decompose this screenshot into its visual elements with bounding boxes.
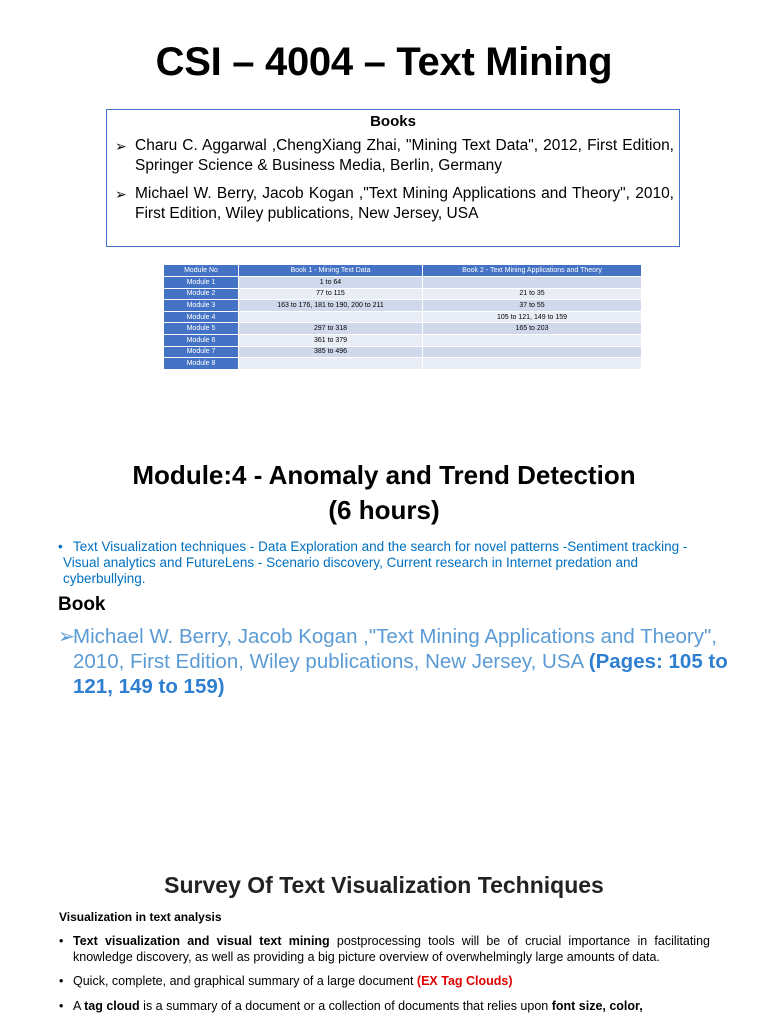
table-cell: Module 1	[164, 277, 239, 289]
book-pages: (Pages: 105 to 121, 149 to 159)	[73, 650, 728, 698]
table-cell	[423, 346, 642, 358]
table-header-row	[164, 265, 642, 277]
table-cell: 361 to 379	[239, 334, 423, 346]
table-row	[164, 288, 642, 300]
table-cell: 163 to 176, 181 to 190, 200 to 211	[239, 300, 423, 312]
table-row	[164, 311, 642, 323]
bullet2-text: Quick, complete, and graphical summary of a large document	[73, 974, 417, 988]
table-row	[164, 277, 642, 289]
table-cell: Module 3	[164, 300, 239, 312]
bullet-dot-icon: •	[59, 998, 64, 1013]
book-item-1-text: Charu C. Aggarwal ,ChengXiang Zhai, "Mining Text Data", 2012, First Edition, Springer Science & Business Media, Berlin, Germany	[135, 137, 674, 174]
module-title-line2: (6 hours)	[328, 495, 440, 525]
bullet-dot-icon: •	[59, 974, 64, 988]
bullet-dot-icon: •	[58, 539, 63, 554]
table-cell: Module 5	[164, 323, 239, 335]
bullet1-bold: Text visualization and visual text mining	[73, 934, 330, 948]
table-cell: 105 to 121, 149 to 159	[423, 311, 642, 323]
book-reference	[58, 624, 733, 699]
survey-subheading: Visualization in text analysis	[59, 910, 222, 924]
table-cell	[423, 334, 642, 346]
book-item-2-text: Michael W. Berry, Jacob Kogan ,"Text Mining Applications and Theory", 2010, First Edition, Wiley publications, New Jersey, USA	[135, 185, 674, 222]
table-header-cell: Book 1 - Mining Text Data	[239, 265, 423, 277]
table-row	[164, 300, 642, 312]
table-cell: 165 to 203	[423, 323, 642, 335]
arrow-bullet-icon: ➢	[115, 138, 127, 154]
books-list	[107, 136, 679, 224]
table-cell: 385 to 496	[239, 346, 423, 358]
books-box	[106, 109, 680, 247]
bullet3-text-a: A	[73, 998, 85, 1013]
table-cell: 21 to 35	[423, 288, 642, 300]
table-row	[164, 346, 642, 358]
bullet3-bold-2: font size, color,	[551, 998, 643, 1013]
module-title	[0, 458, 768, 528]
table-cell: Module 2	[164, 288, 239, 300]
arrow-bullet-icon: ➢	[58, 625, 76, 648]
table-cell: Module 4	[164, 311, 239, 323]
bullet3-bold-1: tag cloud	[84, 998, 140, 1013]
book-reference-text: Michael W. Berry, Jacob Kogan ,"Text Mining Applications and Theory", 2010, First Edition, Wiley publications, New Jersey, USA	[73, 625, 717, 673]
table-row	[164, 358, 642, 370]
book-heading: Book	[58, 594, 106, 615]
list-item	[59, 934, 710, 965]
table-cell: Module 7	[164, 346, 239, 358]
bullet3-text-b: is a summary of a document or a collection of documents that relies upon	[139, 998, 552, 1013]
module-topics-text: Text Visualization techniques - Data Exploration and the search for novel patterns -Sentiment tracking - Visual analytics and FutureLens - Scenario discovery, Current research in Internet predation and cyberbullying.	[63, 539, 688, 586]
bullet1-text: postprocessing tools will be of crucial importance in facilitating knowledge discovery, as well as providing a big picture overview of overwhelmingly large amounts of data.	[73, 934, 710, 964]
bullet2-highlight: (EX Tag Clouds)	[416, 974, 513, 988]
bullet-dot-icon: •	[59, 934, 64, 948]
table-cell	[239, 311, 423, 323]
slide-title: CSI – 4004 – Text Mining	[155, 40, 613, 84]
table-cell	[423, 277, 642, 289]
table-cell: 37 to 55	[423, 300, 642, 312]
table-row	[164, 323, 642, 335]
book-item-1	[115, 136, 674, 176]
table-cell	[423, 358, 642, 370]
survey-bullets	[59, 934, 710, 1023]
table-cell	[239, 358, 423, 370]
survey-title: Survey Of Text Visualization Techniques	[164, 872, 604, 898]
table-cell: Module 8	[164, 358, 239, 370]
table-header-cell: Book 2 - Text Mining Applications and Theory	[423, 265, 642, 277]
module-topics	[58, 539, 713, 587]
module-page-table	[163, 264, 642, 370]
book-item-2	[115, 184, 674, 224]
list-item	[59, 999, 710, 1015]
module-title-line1: Module:4 - Anomaly and Trend Detection	[132, 460, 636, 490]
table-cell: 77 to 115	[239, 288, 423, 300]
table-header-cell: Module No	[164, 265, 239, 277]
table-row	[164, 334, 642, 346]
books-heading: Books	[370, 113, 416, 130]
list-item	[59, 974, 710, 990]
arrow-bullet-icon: ➢	[115, 186, 127, 202]
table-cell: 1 to 64	[239, 277, 423, 289]
table-cell: Module 6	[164, 334, 239, 346]
table-cell: 297 to 318	[239, 323, 423, 335]
